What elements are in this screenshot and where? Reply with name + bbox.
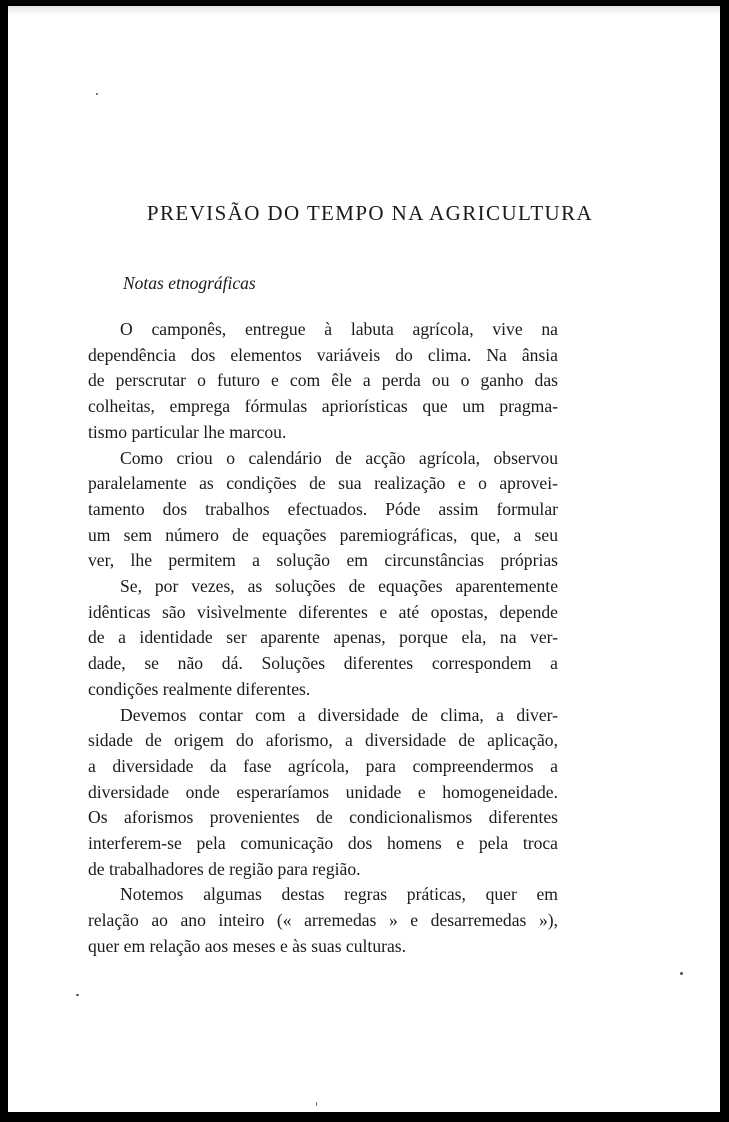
scan-speck xyxy=(76,994,79,996)
text-line: paralelamente as condições de sua realização e o aprovei- xyxy=(88,473,558,494)
text-line: a diversidade da fase agrícola, para compreendermos a xyxy=(88,755,558,776)
text-line: dade, se não dá. Soluções diferentes correspondem a xyxy=(88,653,558,674)
scan-speck xyxy=(96,93,98,95)
text-line: colheitas, emprega fórmulas apriorísticas que um pragma- xyxy=(88,396,558,417)
paragraph-5 xyxy=(88,882,558,959)
paragraph-4 xyxy=(88,703,558,883)
text-line: de trabalhadores de região para região. xyxy=(88,858,361,879)
text-line: idênticas são visìvelmente diferentes e até opostas, depende xyxy=(88,601,558,622)
text-line: de perscrutar o futuro e com êle a perda ou o ganho das xyxy=(88,370,558,391)
text-line: sidade de origem do aforismo, a diversidade de aplicação, xyxy=(88,730,558,751)
scanned-page xyxy=(8,6,720,1112)
text-line: tamento dos trabalhos efectuados. Póde assim formular xyxy=(88,498,558,519)
text-line: dependência dos elementos variáveis do clima. Na ânsia xyxy=(88,344,558,365)
text-line: quer em relação aos meses e às suas culturas. xyxy=(88,935,407,956)
text-line: tismo particular lhe marcou. xyxy=(88,421,287,442)
text-line: diversidade onde esperaríamos unidade e homogeneidade. xyxy=(88,781,558,802)
text-line: Notemos algumas destas regras práticas, quer em xyxy=(120,884,558,905)
text-line: interferem-se pela comunicação dos homens e pela troca xyxy=(88,833,558,854)
text-line: Se, por vezes, as soluções de equações aparentemente xyxy=(120,576,558,597)
section-subtitle: Notas etnográficas xyxy=(123,273,256,293)
paragraph-3 xyxy=(88,574,558,703)
text-line: ver, lhe permitem a solução em circunstâncias próprias xyxy=(88,550,558,571)
text-line: de a identidade ser aparente apenas, porque ela, na ver- xyxy=(88,627,558,648)
text-line: Devemos contar com a diversidade de clima, a diver- xyxy=(120,704,558,725)
scan-speck xyxy=(316,1102,317,1106)
text-line: um sem número de equações paremiográficas, que, a seu xyxy=(88,524,558,545)
text-line: Os aforismos provenientes de condicionalismos diferentes xyxy=(88,807,558,828)
page-title: PREVISÃO DO TEMPO NA AGRICULTURA xyxy=(146,201,594,225)
paragraph-1 xyxy=(88,317,558,446)
text-line: condições realmente diferentes. xyxy=(88,678,311,699)
scan-speck xyxy=(680,972,683,975)
scan-edge-shading xyxy=(8,6,720,16)
text-line: Como criou o calendário de acção agrícola, observou xyxy=(120,447,558,468)
text-line: relação ao ano inteiro (« arremedas » e desarremedas »), xyxy=(88,910,558,931)
paragraph-2 xyxy=(88,446,558,575)
text-line: O camponês, entregue à labuta agrícola, vive na xyxy=(120,319,558,339)
body-text xyxy=(88,317,558,960)
